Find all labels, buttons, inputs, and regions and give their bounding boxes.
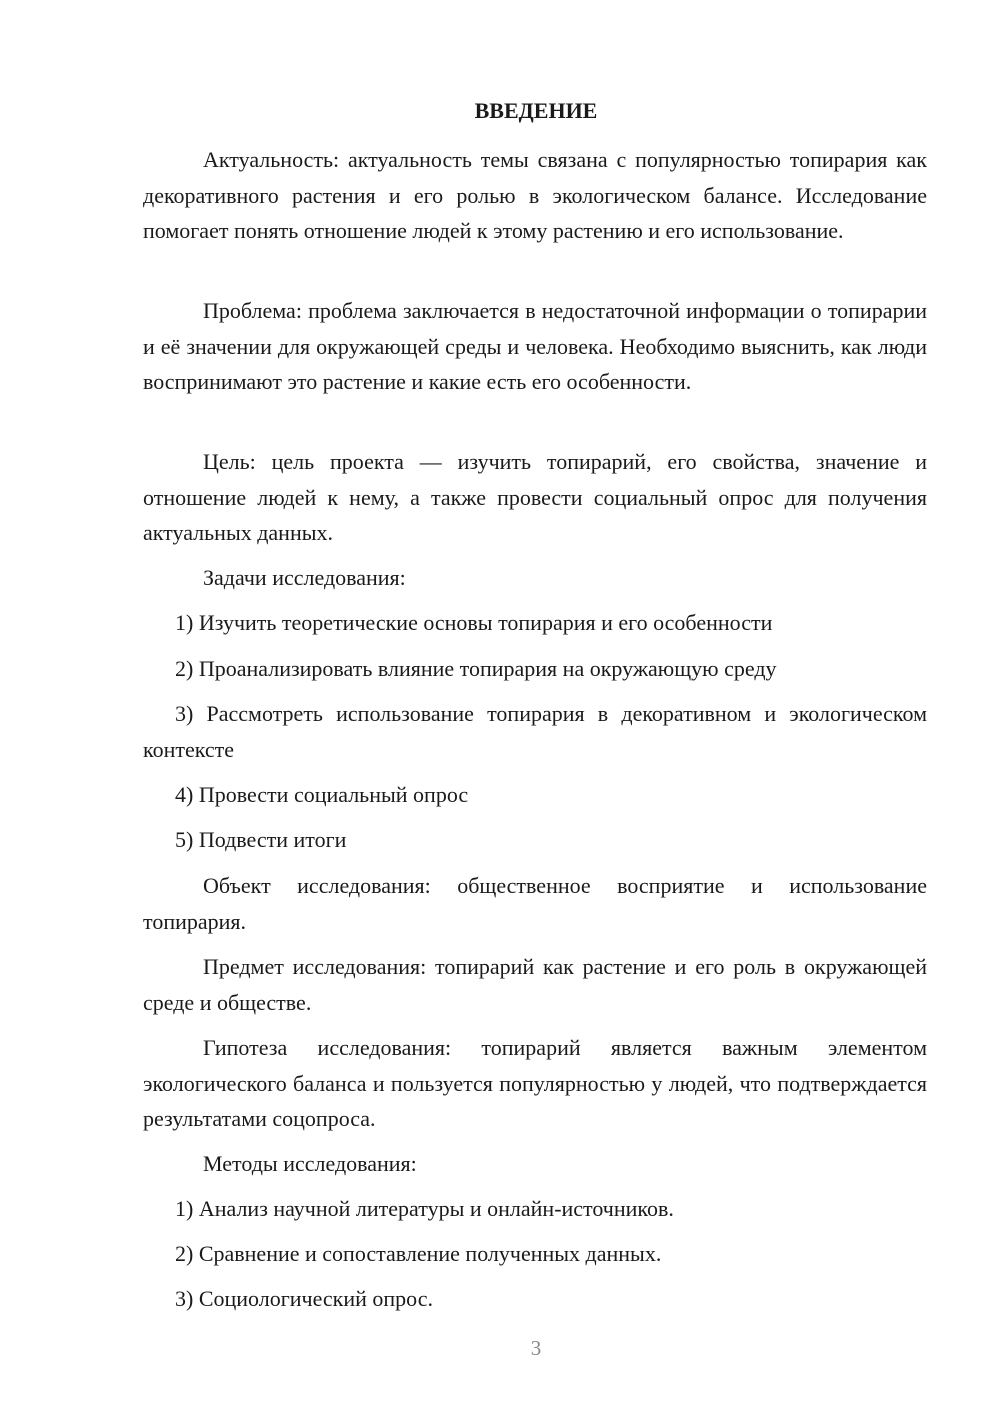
page-number: 3 — [530, 1336, 542, 1360]
problem-paragraph: Проблема: проблема заключается в недостаточной информации о топирарии и её значении для окружающей среды и человека. Необходимо выяснить, как люди воспринимают это растение и какие есть его особенности. — [143, 298, 927, 394]
method-item-3: 3) Социологический опрос. — [175, 1286, 433, 1311]
object-paragraph: Объект исследования: общественное восприятие и использование топирария. — [143, 873, 927, 934]
section-title: ВВЕДЕНИЕ — [474, 98, 598, 123]
task-item-3: 3) Рассмотреть использование топирария в декоративном и экологическом контексте — [143, 701, 927, 762]
subject-paragraph: Предмет исследования: топирарий как растение и его роль в окружающей среде и обществе. — [143, 954, 927, 1015]
method-item-2: 2) Сравнение и сопоставление полученных данных. — [175, 1241, 662, 1266]
method-item-1: 1) Анализ научной литературы и онлайн-источников. — [175, 1196, 674, 1221]
goal-paragraph: Цель: цель проекта — изучить топирарий, его свойства, значение и отношение людей к нему, а также провести социальный опрос для получения актуальных данных. — [143, 449, 927, 545]
hypothesis-paragraph: Гипотеза исследования: топирарий является важным элементом экологического баланса и пользуется популярностью у людей, что подтверждается результатами соцопроса. — [143, 1035, 927, 1131]
methods-heading: Методы исследования: — [203, 1151, 417, 1176]
task-item-5: 5) Подвести итоги — [175, 827, 347, 852]
tasks-heading: Задачи исследования: — [203, 565, 406, 590]
task-item-1: 1) Изучить теоретические основы топирария и его особенности — [175, 610, 773, 635]
task-item-4: 4) Провести социальный опрос — [175, 782, 469, 807]
task-item-2: 2) Проанализировать влияние топирария на окружающую среду — [175, 656, 777, 681]
relevance-paragraph: Актуальность: актуальность темы связана с популярностью топирария как декоративного растения и его ролью в экологическом балансе. Исследование помогает понять отношение людей к этому растению и его использование. — [143, 147, 927, 243]
